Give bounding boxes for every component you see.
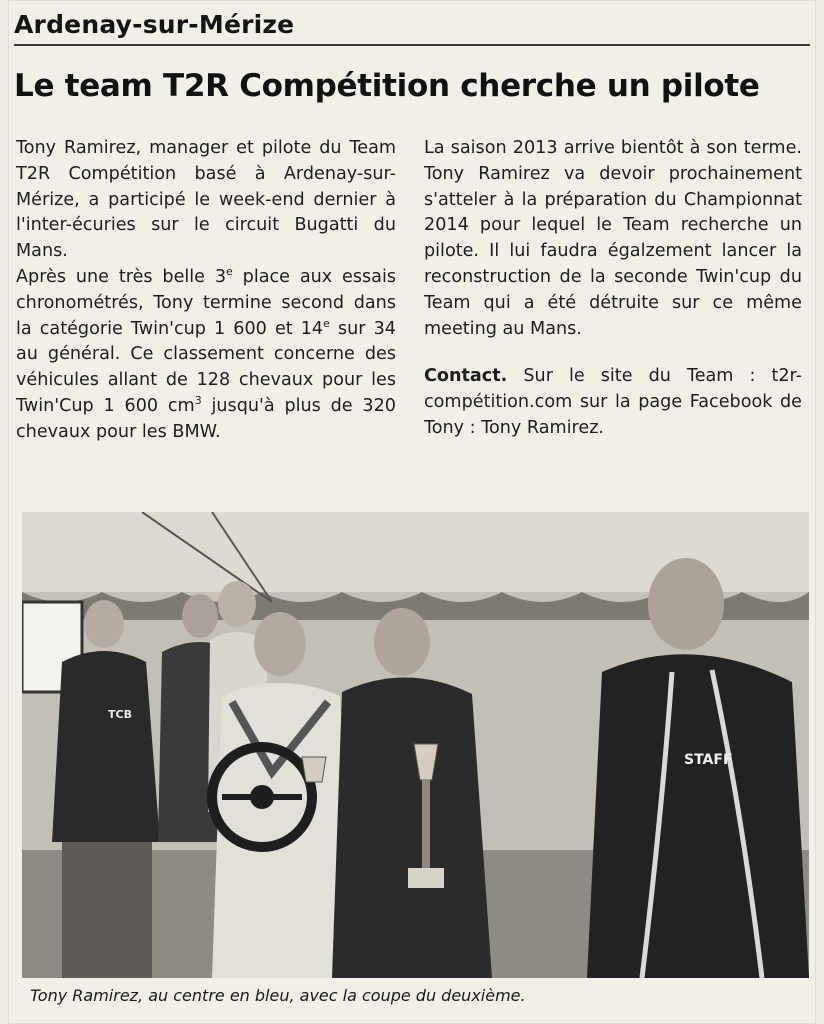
paragraph-intro: Tony Ramirez, manager et pilote du Team T2R Compétition basé à Ardenay-sur-Mérize, a participé le week-end dernier à l'inter-écuries sur le circuit Bugatti du Mans. <box>16 138 396 262</box>
person-trousers <box>62 842 152 978</box>
section-heading: Ardenay-sur-Mérize <box>14 10 295 39</box>
person-head <box>218 581 256 627</box>
person-head <box>648 558 724 650</box>
text-span: place aux essais chronométrés, Tony termine second dans la catégorie Twin'cup 1 600 et 14 <box>16 266 397 339</box>
superscript: e <box>323 316 330 330</box>
paragraph-season: La saison 2013 arrive bientôt à son terme. Tony Ramirez va devoir prochainement s'atteler à la préparation du Championnat 2014 pour lequel le Team recherche un pilote. Il lui faudra égalzement lancer la reconstruction de la seconde Twin'cup du Team qui a été détruite sur ce même meeting au Mans. <box>424 138 802 339</box>
contact-label: Contact. <box>424 366 508 387</box>
person-head <box>374 608 430 676</box>
jacket-logo-right: STAFF <box>684 752 733 768</box>
person-head <box>84 600 124 648</box>
section-rule <box>14 44 810 46</box>
trophy-stem <box>422 780 430 870</box>
contact-text: Sur le site du Team : t2r-compétition.com sur la page Facebook de Tony : Tony Ramirez. <box>424 366 802 438</box>
paragraph-gap <box>424 342 802 364</box>
race-suit <box>212 683 352 978</box>
paragraph-contact <box>424 364 802 441</box>
text-span: Après une très belle 3 <box>16 266 227 287</box>
article-photo <box>22 512 809 978</box>
person-jacket <box>332 677 492 978</box>
person-jacket <box>52 651 160 842</box>
photo-illustration <box>22 512 809 978</box>
article-headline: Le team T2R Compétition cherche un pilote <box>14 68 760 104</box>
text-span: jusqu'à plus de 320 chevaux pour les BMW. <box>16 395 396 442</box>
jacket-logo-left: TCB <box>108 708 132 721</box>
paragraph-results <box>16 265 396 446</box>
superscript: 3 <box>194 394 202 408</box>
person-head <box>254 612 306 676</box>
photo-caption: Tony Ramirez, au centre en bleu, avec la coupe du deuxième. <box>30 986 526 1005</box>
article-column-left <box>16 136 396 446</box>
article-column-right <box>424 136 802 442</box>
trophy-base <box>408 868 444 888</box>
person-jacket <box>587 654 809 978</box>
trophy-cup-small <box>302 757 326 782</box>
superscript: e <box>226 265 233 279</box>
text-span: sur 34 au général. Ce classement concerne des véhicules allant de 128 chevaux pour les Twin'Cup 1 600 cm <box>16 318 397 416</box>
person-head <box>182 594 218 638</box>
